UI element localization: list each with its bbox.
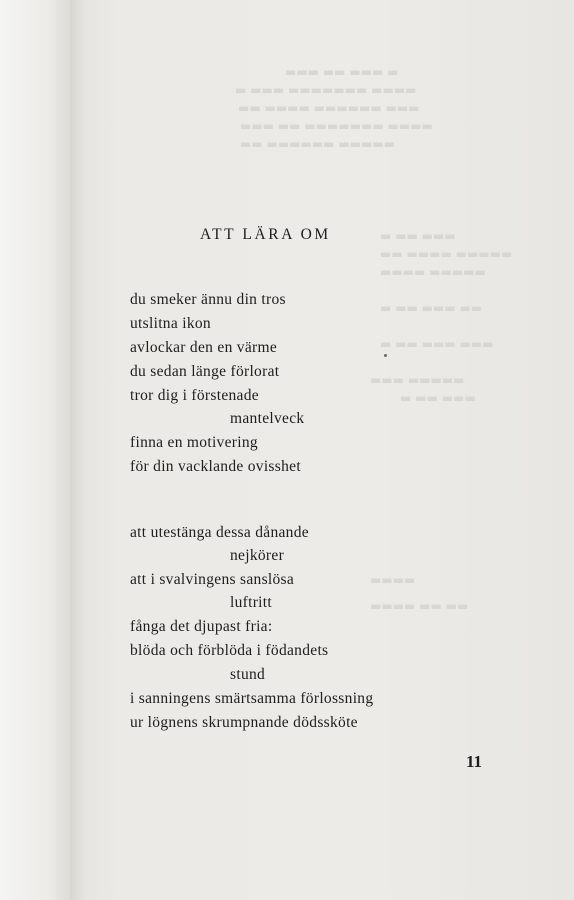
- show-through: ▬▬▬▬: [370, 573, 416, 587]
- show-through: ▬▬ ▬▬▬▬ ▬▬▬▬▬▬ ▬▬▬: [238, 101, 420, 115]
- poem-line: finna en motivering: [130, 434, 258, 451]
- poem-title: ATT LÄRA OM: [200, 226, 331, 243]
- show-through: ▬ ▬▬▬ ▬▬▬▬▬▬▬ ▬▬▬▬: [235, 83, 417, 97]
- poem-line: ur lögnens skrumpnande dödssköte: [130, 714, 358, 731]
- show-through: ▬ ▬▬ ▬▬▬: [380, 229, 456, 243]
- facing-page-edge: [0, 0, 70, 900]
- show-through: ▬▬▬ ▬▬▬▬▬: [370, 373, 465, 387]
- poem-line-indented: stund: [230, 666, 266, 683]
- poem-line: utslitna ikon: [130, 315, 211, 332]
- poem-line: blöda och förblöda i födandets: [130, 642, 329, 659]
- poem-line: att utestänga dessa dånande: [130, 524, 309, 541]
- poem-line: i sanningens smärtsamma förlossning: [130, 690, 374, 707]
- poem-line-indented: mantelveck: [230, 410, 305, 427]
- poem-line-indented: nejkörer: [230, 547, 285, 564]
- show-through: ▬ ▬▬ ▬▬▬ ▬▬▬: [380, 337, 494, 351]
- poem-line-indented: luftritt: [230, 594, 273, 611]
- page-number: 11: [466, 752, 483, 771]
- show-through: ▬▬ ▬▬▬▬ ▬▬▬▬▬: [380, 247, 513, 261]
- show-through: ▬▬▬ ▬▬ ▬▬▬ ▬: [285, 65, 399, 79]
- poem-line: du sedan länge förlorat: [130, 363, 280, 380]
- poem-line: för din vacklande ovisshet: [130, 458, 301, 475]
- show-through: ▬▬▬▬ ▬▬▬▬▬: [380, 265, 486, 279]
- poem-line: att i svalvingens sanslösa: [130, 571, 295, 588]
- paper-speck: [384, 354, 387, 357]
- show-through: ▬ ▬▬ ▬▬▬: [400, 391, 476, 405]
- show-through: ▬▬ ▬▬▬▬▬▬ ▬▬▬▬▬: [240, 137, 396, 151]
- poem-line: avlockar den en värme: [130, 339, 278, 356]
- show-through: ▬▬▬ ▬▬ ▬▬▬▬▬▬▬ ▬▬▬▬: [240, 119, 433, 133]
- show-through: ▬▬▬▬ ▬▬ ▬▬: [370, 599, 469, 613]
- poem-line: tror dig i förstenade: [130, 387, 259, 404]
- poem-line: fånga det djupast fria:: [130, 618, 273, 635]
- show-through: ▬ ▬▬ ▬▬▬ ▬▬: [380, 301, 483, 315]
- poem-line: du smeker ännu din tros: [130, 291, 286, 308]
